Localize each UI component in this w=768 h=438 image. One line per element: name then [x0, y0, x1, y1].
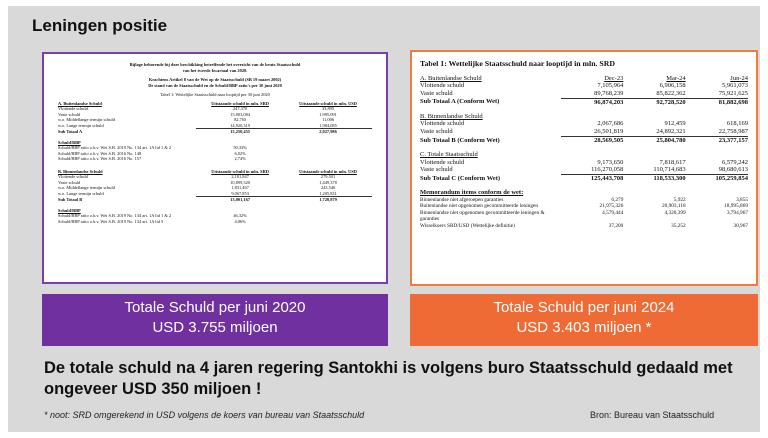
ratio-label: Schuld/BBP ratio o.b.v. Wet S.B. 2019 No. 134 art. 1A lid 5 — [58, 218, 164, 224]
table-cell: 7,105,964 — [597, 82, 624, 90]
memo-cell: 30,967 — [733, 222, 748, 229]
doc-2024-table — [420, 75, 748, 230]
table-cell: 7,818,617 — [659, 158, 686, 166]
table-row — [420, 120, 748, 128]
table-cell: 110,714,683 — [653, 166, 686, 174]
table-cell: 23,377,157 — [686, 137, 748, 145]
document-2020 — [42, 52, 388, 284]
value-usd: 1,449,378 — [319, 179, 337, 185]
table-cell: 125,443,708 — [561, 175, 623, 183]
section-header-row — [420, 151, 748, 159]
value-srd: 15,250,455 — [196, 129, 284, 135]
source-credit: Bron: Bureau van Staatsschuld — [590, 410, 715, 420]
table-cell: 92,728,520 — [623, 98, 685, 106]
value-srd: 15,003,084 — [230, 111, 250, 117]
memo-cell: 5,922 — [673, 196, 686, 203]
banner-2024-line1: Totale Schuld per juni 2024 — [493, 299, 675, 316]
value-srd: 14,920,319 — [230, 122, 250, 128]
slide-title: Leningen positie — [32, 16, 168, 35]
row-label: w.o. Lange termijn schuld — [58, 122, 104, 128]
value-srd: 9,067,853 — [231, 190, 249, 196]
ratio-row — [58, 219, 372, 225]
value-usd: 33,895 — [321, 106, 335, 111]
row-label: Vaste schuld — [420, 166, 453, 174]
row-label: Vaste schuld — [420, 128, 453, 136]
row-label: Vlottende schuld — [420, 158, 465, 166]
table-cell: 105,259,854 — [686, 175, 748, 183]
table-row — [420, 128, 748, 136]
value-usd: 1,728,879 — [284, 197, 372, 203]
column-header: Jun-24 — [730, 74, 748, 82]
table-cell: 85,822,362 — [656, 90, 686, 98]
memo-cell: 3,794,967 — [726, 209, 748, 216]
row-label: Sub Totaal A (Conform Wet) — [420, 98, 500, 106]
doc-heading-2: van het tweede kwartaal van 2020. — [182, 67, 248, 73]
table-cell: 118,533,300 — [623, 175, 685, 183]
row-label: Vlottende schuld — [58, 106, 88, 111]
column-header: Mar-24 — [666, 74, 686, 82]
banner-2024-line2: USD 3.403 miljoen * — [516, 319, 652, 336]
memo-label: Binnenlandse niet afgeroepen garanties — [420, 196, 504, 203]
section-name: C. Totale Staatsschuld — [420, 150, 478, 158]
memo-label: Wisselkoers SRD/USD (Wettelijke definitie) — [420, 222, 515, 229]
memo-cell: 35,252 — [671, 222, 686, 229]
table-row — [420, 166, 748, 174]
table-row — [420, 175, 748, 183]
memo-label: Binnenlandse niet opgenomen gecommitteerde leningen & garanties — [420, 209, 545, 223]
section-header-row — [420, 113, 748, 121]
table-cell: 2,067,686 — [597, 120, 624, 128]
doc-2024-grid — [420, 75, 748, 230]
doc-table-title: Tabel 1: Wettelijke Staatsschuld naar looptijd per 30 juni 2020 — [160, 92, 270, 97]
memo-cell: 3,855 — [736, 196, 748, 203]
table-row — [420, 82, 748, 90]
row-label: w.o. Middellange termijn schuld — [58, 185, 115, 190]
doc-sub-1: Krachtens Artikel 8 van de Wet op de Staatsschuld (SB 19 maart 2002) — [148, 77, 282, 82]
section-header-row — [420, 75, 748, 83]
column-header-usd: Uitstaande schuld in mln. USD — [299, 168, 357, 174]
value-usd: 243,546 — [320, 185, 336, 190]
row-label: Sub Totaal A — [58, 128, 83, 134]
doc-sub-2: De stand van de Staatsschuld en de Schuld/BBP ratio's per 30 juni 2020 — [148, 82, 282, 88]
ratio-block-name: Schuld/BBP — [58, 139, 81, 145]
document-2024 — [410, 50, 758, 286]
table-cell: 5,961,073 — [722, 82, 748, 90]
ratio-row — [58, 156, 372, 162]
ratio-block-name: Schuld/BBP — [58, 207, 81, 213]
table-cell: 912,459 — [664, 120, 686, 128]
table-row — [420, 159, 748, 167]
column-header: Dec-23 — [604, 74, 624, 82]
value-srd: 2,101,847 — [231, 174, 249, 179]
memo-cell: 37,200 — [608, 222, 624, 229]
banner-2020 — [42, 294, 388, 346]
ratio-value: 2,74% — [234, 156, 246, 161]
table-row — [420, 98, 748, 106]
headline: De totale schuld na 4 jaren regering Santokhi is volgens buro Staatsschuld gedaald met ongeveer USD 350 miljoen ! — [44, 359, 733, 398]
doc-heading-1: Bijlage behorende bij deze beschikking betreffende het overzicht van de bruto Staatsschuld — [129, 62, 301, 67]
section-name: B. Binnenlandse Schuld — [420, 112, 483, 120]
table-cell: 96,874,203 — [561, 98, 623, 106]
table-cell: 98,680,613 — [718, 166, 748, 174]
value-srd: 10,899,320 — [230, 179, 250, 185]
table-cell: 25,804,780 — [623, 137, 685, 145]
ratio-value: 6,02% — [234, 150, 246, 156]
ratio-value: 46,32% — [233, 213, 247, 218]
value-usd: 2,027,986 — [284, 129, 372, 135]
banner-2020-line2: USD 3.755 miljoen — [152, 319, 278, 336]
banner-2020-line1: Totale Schuld per juni 2020 — [124, 299, 306, 316]
table-cell: 89,768,239 — [594, 90, 624, 98]
row-label: Vaste schuld — [58, 179, 81, 185]
table-cell: 28,569,505 — [561, 137, 623, 145]
row-label: w.o. Lange termijn schuld — [58, 190, 104, 196]
doc-2020-table — [58, 101, 372, 232]
value-srd: 82,765 — [234, 117, 247, 122]
row-label: Sub Totaal B — [58, 196, 83, 202]
table-cell: 24,892,321 — [656, 128, 686, 136]
slide — [8, 6, 760, 432]
value-usd: 11,006 — [322, 117, 334, 122]
ratio-label: Schuld/BBP ratio o.b.v. Wet S.B. 2016 No. 148 — [58, 150, 142, 156]
banner-2024 — [410, 294, 758, 346]
memo-cell: 6,279 — [611, 196, 624, 203]
ratio-label: Schuld/BBP ratio o.b.v. Wet S.B. 2016 No. 157 — [58, 156, 142, 161]
memo-cell: 18,995,869 — [724, 203, 748, 210]
memo-label: Buitenlandse niet opgenomen gecommitteerde leningen — [420, 203, 538, 210]
table-cell: 9,173,650 — [597, 158, 624, 166]
column-header-srd: Uitstaande schuld in mln. SRD — [211, 100, 269, 106]
memo-row — [420, 223, 748, 229]
memo-header-row — [420, 189, 748, 197]
section-name: A. Buitenlandse Schuld — [58, 100, 102, 106]
table-cell: 26,501,819 — [594, 128, 624, 136]
section-name: A. Buitenlandse Schuld — [420, 74, 482, 82]
doc-2024-title: Tabel 1: Wettelijke Staatsschuld naar looptijd in mln. SRD — [420, 59, 616, 68]
row-label: Vlottende schuld — [420, 82, 465, 90]
memo-title: Memorandum items conform de wet: — [420, 189, 524, 197]
value-srd: 247,370 — [232, 106, 248, 111]
ratio-value: 50,33% — [233, 145, 247, 150]
row-label: Sub Totaal C (Conform Wet) — [420, 174, 501, 182]
value-srd: 1,831,467 — [231, 185, 249, 190]
value-usd: 1,205,831 — [319, 190, 337, 196]
row-label: Vlottende schuld — [420, 120, 465, 128]
value-usd: 1,995,091 — [319, 111, 337, 117]
value-srd: 13,001,167 — [196, 197, 284, 203]
memo-cell: 4,320,399 — [664, 209, 686, 216]
ratio-value: 4,06% — [234, 218, 246, 224]
table-cell: 6,906,158 — [659, 82, 686, 90]
table-cell: 22,758,987 — [718, 128, 748, 136]
row-label: Vlottende schuld — [58, 174, 88, 179]
column-header-usd: Uitstaande schuld in mln. USD — [299, 100, 357, 106]
table-cell: 618,169 — [726, 120, 748, 128]
memo-cell: 4,579,444 — [602, 209, 624, 216]
table-row — [420, 90, 748, 98]
row-label: Vaste schuld — [420, 90, 453, 98]
value-usd: 1,984,085 — [319, 122, 337, 128]
memo-cell: 20,903,118 — [662, 203, 686, 210]
table-cell: 75,921,625 — [718, 90, 748, 98]
ratio-label: Schuld/BBP ratio o.b.v. Wet S.B. 2019 No. 134 art. 1A lid 1 & 2 — [58, 213, 172, 218]
memo-cell: 21,975,326 — [599, 203, 624, 210]
row-label: w.o. Middellange termijn schuld — [58, 117, 115, 122]
value-usd: 279,501 — [320, 174, 336, 179]
row-label: Sub Totaal B (Conform Wet) — [420, 136, 500, 144]
doc-2020-grid — [58, 101, 372, 232]
table-cell: 6,579,242 — [722, 158, 748, 166]
footnote: * noot: SRD omgerekend in USD volgens de koers van bureau van Staatsschuld — [44, 410, 365, 420]
section-name: B. Binnenlandse Schuld — [58, 168, 103, 174]
row-label: Vaste schuld — [58, 111, 81, 117]
table-cell: 81,882,698 — [686, 98, 748, 106]
table-row — [420, 137, 748, 145]
ratio-label: Schuld/BBP ratio o.b.v. Wet S.B. 2019 No. 134 art. 1A lid 1 & 2 — [58, 145, 172, 150]
memo-row — [420, 210, 748, 223]
table-cell: 116,270,058 — [591, 166, 624, 174]
column-header-srd: Uitstaande schuld in mln. SRD — [211, 168, 269, 174]
